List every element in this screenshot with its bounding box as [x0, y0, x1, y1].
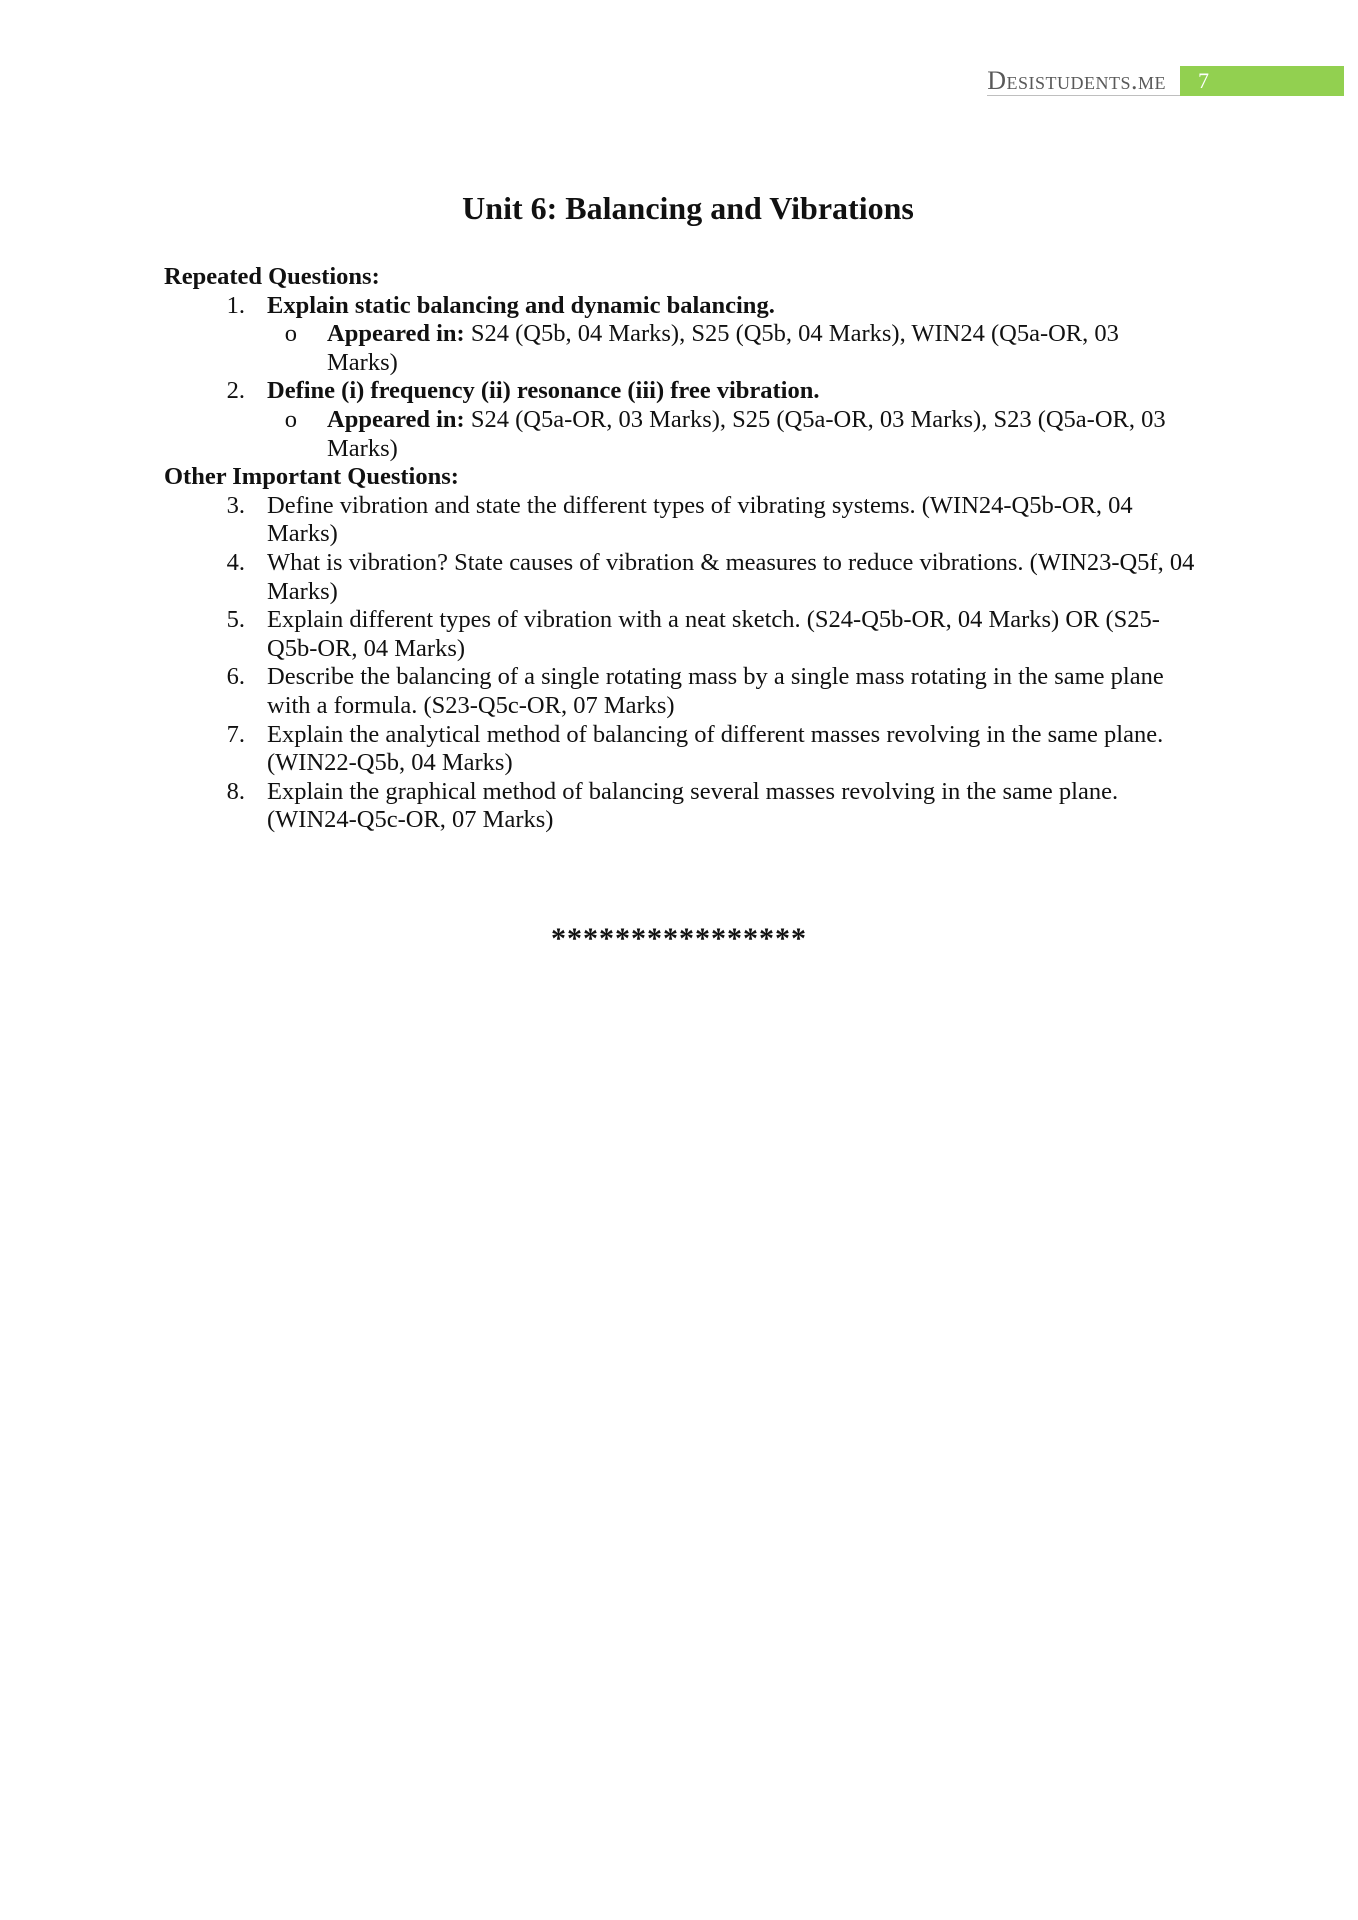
appeared-text: S24 (Q5a-OR, 03 Marks), S25 (Q5a-OR, 03 Marks), S23 (Q5a-OR, 03 Marks) — [327, 405, 1166, 462]
list-item — [164, 549, 1204, 606]
question-text: Define vibration and state the different types of vibrating systems. (WIN24-Q5b-OR, 04 Marks) — [267, 491, 1133, 548]
appeared-text: S24 (Q5b, 04 Marks), S25 (Q5b, 04 Marks), WIN24 (Q5a-OR, 03 Marks) — [327, 320, 1119, 376]
repeated-questions-heading: Repeated Questions: — [164, 263, 380, 290]
question-text: What is vibration? State causes of vibration & measures to reduce vibrations. (WIN23-Q5f, 04 Marks) — [267, 548, 1195, 605]
question-list — [164, 263, 1204, 835]
question-text: Explain static balancing and dynamic balancing. — [267, 291, 775, 319]
item-number: 3. — [226, 491, 245, 519]
other-questions-heading: Other Important Questions: — [164, 463, 459, 491]
list-item — [164, 721, 1204, 778]
list-item — [164, 663, 1204, 720]
appeared-in-item — [164, 406, 1204, 463]
bullet-icon: o — [284, 405, 297, 433]
list-item — [164, 778, 1204, 835]
item-number: 8. — [226, 777, 245, 805]
list-item — [164, 292, 1204, 321]
question-text: Explain the analytical method of balancing of different masses revolving in the same plane. (WIN22-Q5b, 04 Marks) — [267, 720, 1164, 777]
question-text: Explain the graphical method of balancing several masses revolving in the same plane. (WIN24-Q5c-OR, 07 Marks) — [267, 777, 1119, 834]
question-text: Explain different types of vibration with a neat sketch. (S24-Q5b-OR, 04 Marks) OR (S25-Q5b-OR, 04 Marks) — [267, 606, 1160, 662]
list-item — [164, 377, 1204, 406]
appeared-label: Appeared in: — [327, 405, 465, 433]
page-header — [987, 66, 1344, 96]
item-number: 4. — [226, 548, 245, 576]
appeared-in-item — [164, 320, 1204, 377]
question-text: Define (i) frequency (ii) resonance (iii) free vibration. — [267, 377, 820, 405]
section-divider-stars: **************** — [551, 922, 807, 955]
question-text: Describe the balancing of a single rotating mass by a single mass rotating in the same plane with a formula. (S23-Q5c-OR, 07 Marks) — [267, 663, 1164, 719]
item-number: 2. — [226, 377, 245, 405]
bullet-icon: o — [284, 320, 297, 348]
page-title: Unit 6: Balancing and Vibrations — [462, 190, 914, 226]
item-number: 6. — [226, 663, 245, 691]
list-item — [164, 606, 1204, 663]
list-item — [164, 492, 1204, 549]
page-number: 7 — [1180, 66, 1344, 96]
item-number: 7. — [226, 720, 245, 748]
appeared-label: Appeared in: — [327, 320, 465, 348]
item-number: 1. — [226, 291, 245, 319]
site-name: Desistudents.me — [987, 66, 1180, 96]
item-number: 5. — [226, 606, 245, 634]
